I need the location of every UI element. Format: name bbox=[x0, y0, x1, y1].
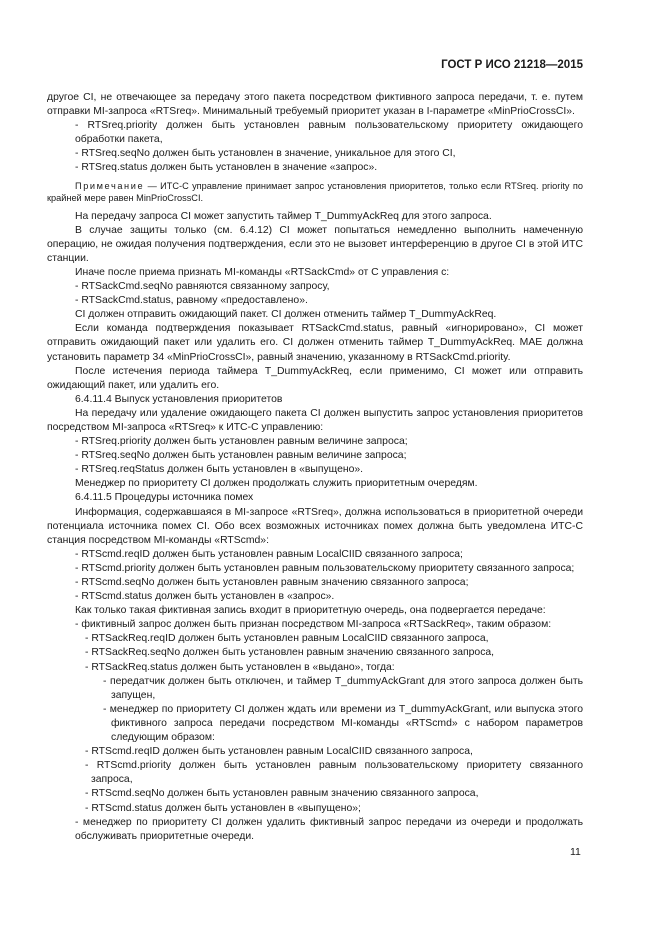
list-item: - RTSreq.status должен быть установлен в значение «запрос». bbox=[75, 162, 378, 174]
list-item: - фиктивный запрос должен быть признан посредством MI-запроса «RTSackReq», таким образом: bbox=[75, 619, 552, 631]
list-item: - RTScmd.seqNo должен быть установлен равным значению связанного запроса; bbox=[75, 577, 469, 588]
sub-sub-list-item: - менеджер по приоритету CI должен ждать или времени из T_dummyAckGrant, или выпуска этого фиктивного запроса передачи посредством MI-команды «RTScmd» с набором параметров следующим образом: bbox=[103, 703, 583, 744]
sub-list-item: - RTSackReq.status должен быть установлен в «выдано», тогда: bbox=[85, 661, 395, 673]
paragraph: Иначе после приема признать MI-команды «RTSackCmd» от С управления с: bbox=[75, 266, 450, 278]
sub-list-item: - RTScmd.priority должен быть установлен равным пользовательскому приоритету связанного запроса, bbox=[85, 760, 583, 786]
section-heading: 6.4.11.5 Процедуры источника помех bbox=[75, 492, 254, 504]
sub-sub-list-item: - передатчик должен быть отключен, и таймер T_dummyAckGrant для этого запроса должен быть запущен, bbox=[103, 675, 583, 701]
document-body bbox=[47, 91, 583, 844]
sub-list-item: - RTScmd.seqNo должен быть установлен равным значению связанного запроса, bbox=[85, 788, 479, 800]
section-heading: 6.4.11.4 Выпуск установления приоритетов bbox=[75, 393, 283, 405]
list-item: - RTSreq.priority должен быть установлен равным пользовательскому приоритету ожидающего обработки пакета, bbox=[75, 120, 583, 146]
paragraph: Если команда подтверждения показывает RTSackCmd.status, равный «игнорировано», CI может отправить ожидающий пакет или удалить его. CI должен отменить таймер T_DummyAckReq. MAE должна установить параметр 34 «MinPrioCrossCI», равный значению, указанному в RTSackCmd.priority. bbox=[47, 323, 583, 363]
note-text: ИТС-С управление принимает запрос установления приоритетов, только если RTSreq. priority по крайней мере равен MinPrioCrossCI. bbox=[47, 180, 583, 203]
paragraph: После истечения периода таймера T_DummyAckReq, если применимо, CI может или отправить ожидающий пакет, или удалить его. bbox=[47, 365, 583, 391]
list-item: - RTSreq.seqNo должен быть установлен равным величине запроса; bbox=[75, 450, 407, 462]
paragraph: На передачу или удаление ожидающего пакета CI должен выпустить запрос установления приоритетов посредством MI-запроса «RTSreq» к ИТС-С управлению: bbox=[47, 407, 583, 433]
note-label: Примечание bbox=[75, 180, 145, 191]
list-item: - RTScmd.priority должен быть установлен равным пользовательскому приоритету связанного запроса; bbox=[75, 562, 575, 574]
paragraph: Менеджер по приоритету CI должен продолжать служить приоритетным очередям. bbox=[75, 478, 478, 490]
sub-list-item: - RTSackReq.seqNo должен быть установлен равным значению связанного запроса, bbox=[85, 647, 495, 659]
list-item: - RTSackCmd.seqNo равняются связанному запросу, bbox=[75, 281, 330, 293]
paragraph: На передачу запроса CI может запустить таймер T_DummyAckReq для этого запроса. bbox=[75, 210, 492, 222]
list-item: - RTScmd.status должен быть установлен в «запрос». bbox=[75, 591, 335, 603]
list-item: - RTSreq.priority должен быть установлен равным величине запроса; bbox=[75, 436, 408, 448]
list-item: - менеджер по приоритету CI должен удалить фиктивный запрос передачи из очереди и продолжать обслуживать приоритетные очереди. bbox=[75, 816, 583, 842]
list-item: - RTScmd.reqID должен быть установлен равным LocalCIID связанного запроса; bbox=[75, 548, 463, 560]
paragraph: Как только такая фиктивная запись входит в приоритетную очередь, она подвергается передаче: bbox=[75, 605, 546, 617]
note bbox=[47, 180, 583, 204]
paragraph: Информация, содержавшаяся в MI-запросе «RTSreq», должна использоваться в приоритетной очереди потенциала источника помех CI. Обо всех возможных источниках помех должна быть уведомлена ИТС-С станция посредством MI-команды «RTScmd»: bbox=[47, 506, 583, 546]
list-item: - RTSreq.reqStatus должен быть установлен в «выпущено». bbox=[75, 464, 364, 476]
list-item: - RTSreq.seqNo должен быть установлен в значение, уникальное для этого CI, bbox=[75, 148, 456, 160]
paragraph: CI должен отправить ожидающий пакет. CI должен отменить таймер T_DummyAckReq. bbox=[75, 309, 497, 321]
standard-header: ГОСТ Р ИСО 21218—2015 bbox=[441, 59, 583, 71]
sub-list-item: - RTScmd.status должен быть установлен в «выпущено»; bbox=[85, 802, 361, 814]
paragraph: В случае защиты только (см. 6.4.12) CI может попытаться немедленно выполнить намеченную операцию, не ожидая получения подтверждения, если это не вызовет интерференцию в другое CI в этой ИТС станции. bbox=[47, 224, 583, 264]
paragraph: другое CI, не отвечающее за передачу этого пакета посредством фиктивного запроса передачи, т. е. путем отправки MI-запроса «RTSreq». Минимальный требуемый приоритет указан в I-параметре «MinPrioCrossCI». bbox=[47, 92, 583, 118]
page-number: 11 bbox=[570, 846, 581, 858]
note-dash: — bbox=[147, 180, 157, 191]
sub-list-item: - RTSackReq.reqID должен быть установлен равным LocalCIID связанного запроса, bbox=[85, 633, 489, 645]
sub-list-item: - RTScmd.reqID должен быть установлен равным LocalCIID связанного запроса, bbox=[85, 746, 473, 758]
list-item: - RTSackCmd.status, равному «предоставлено». bbox=[75, 295, 308, 307]
